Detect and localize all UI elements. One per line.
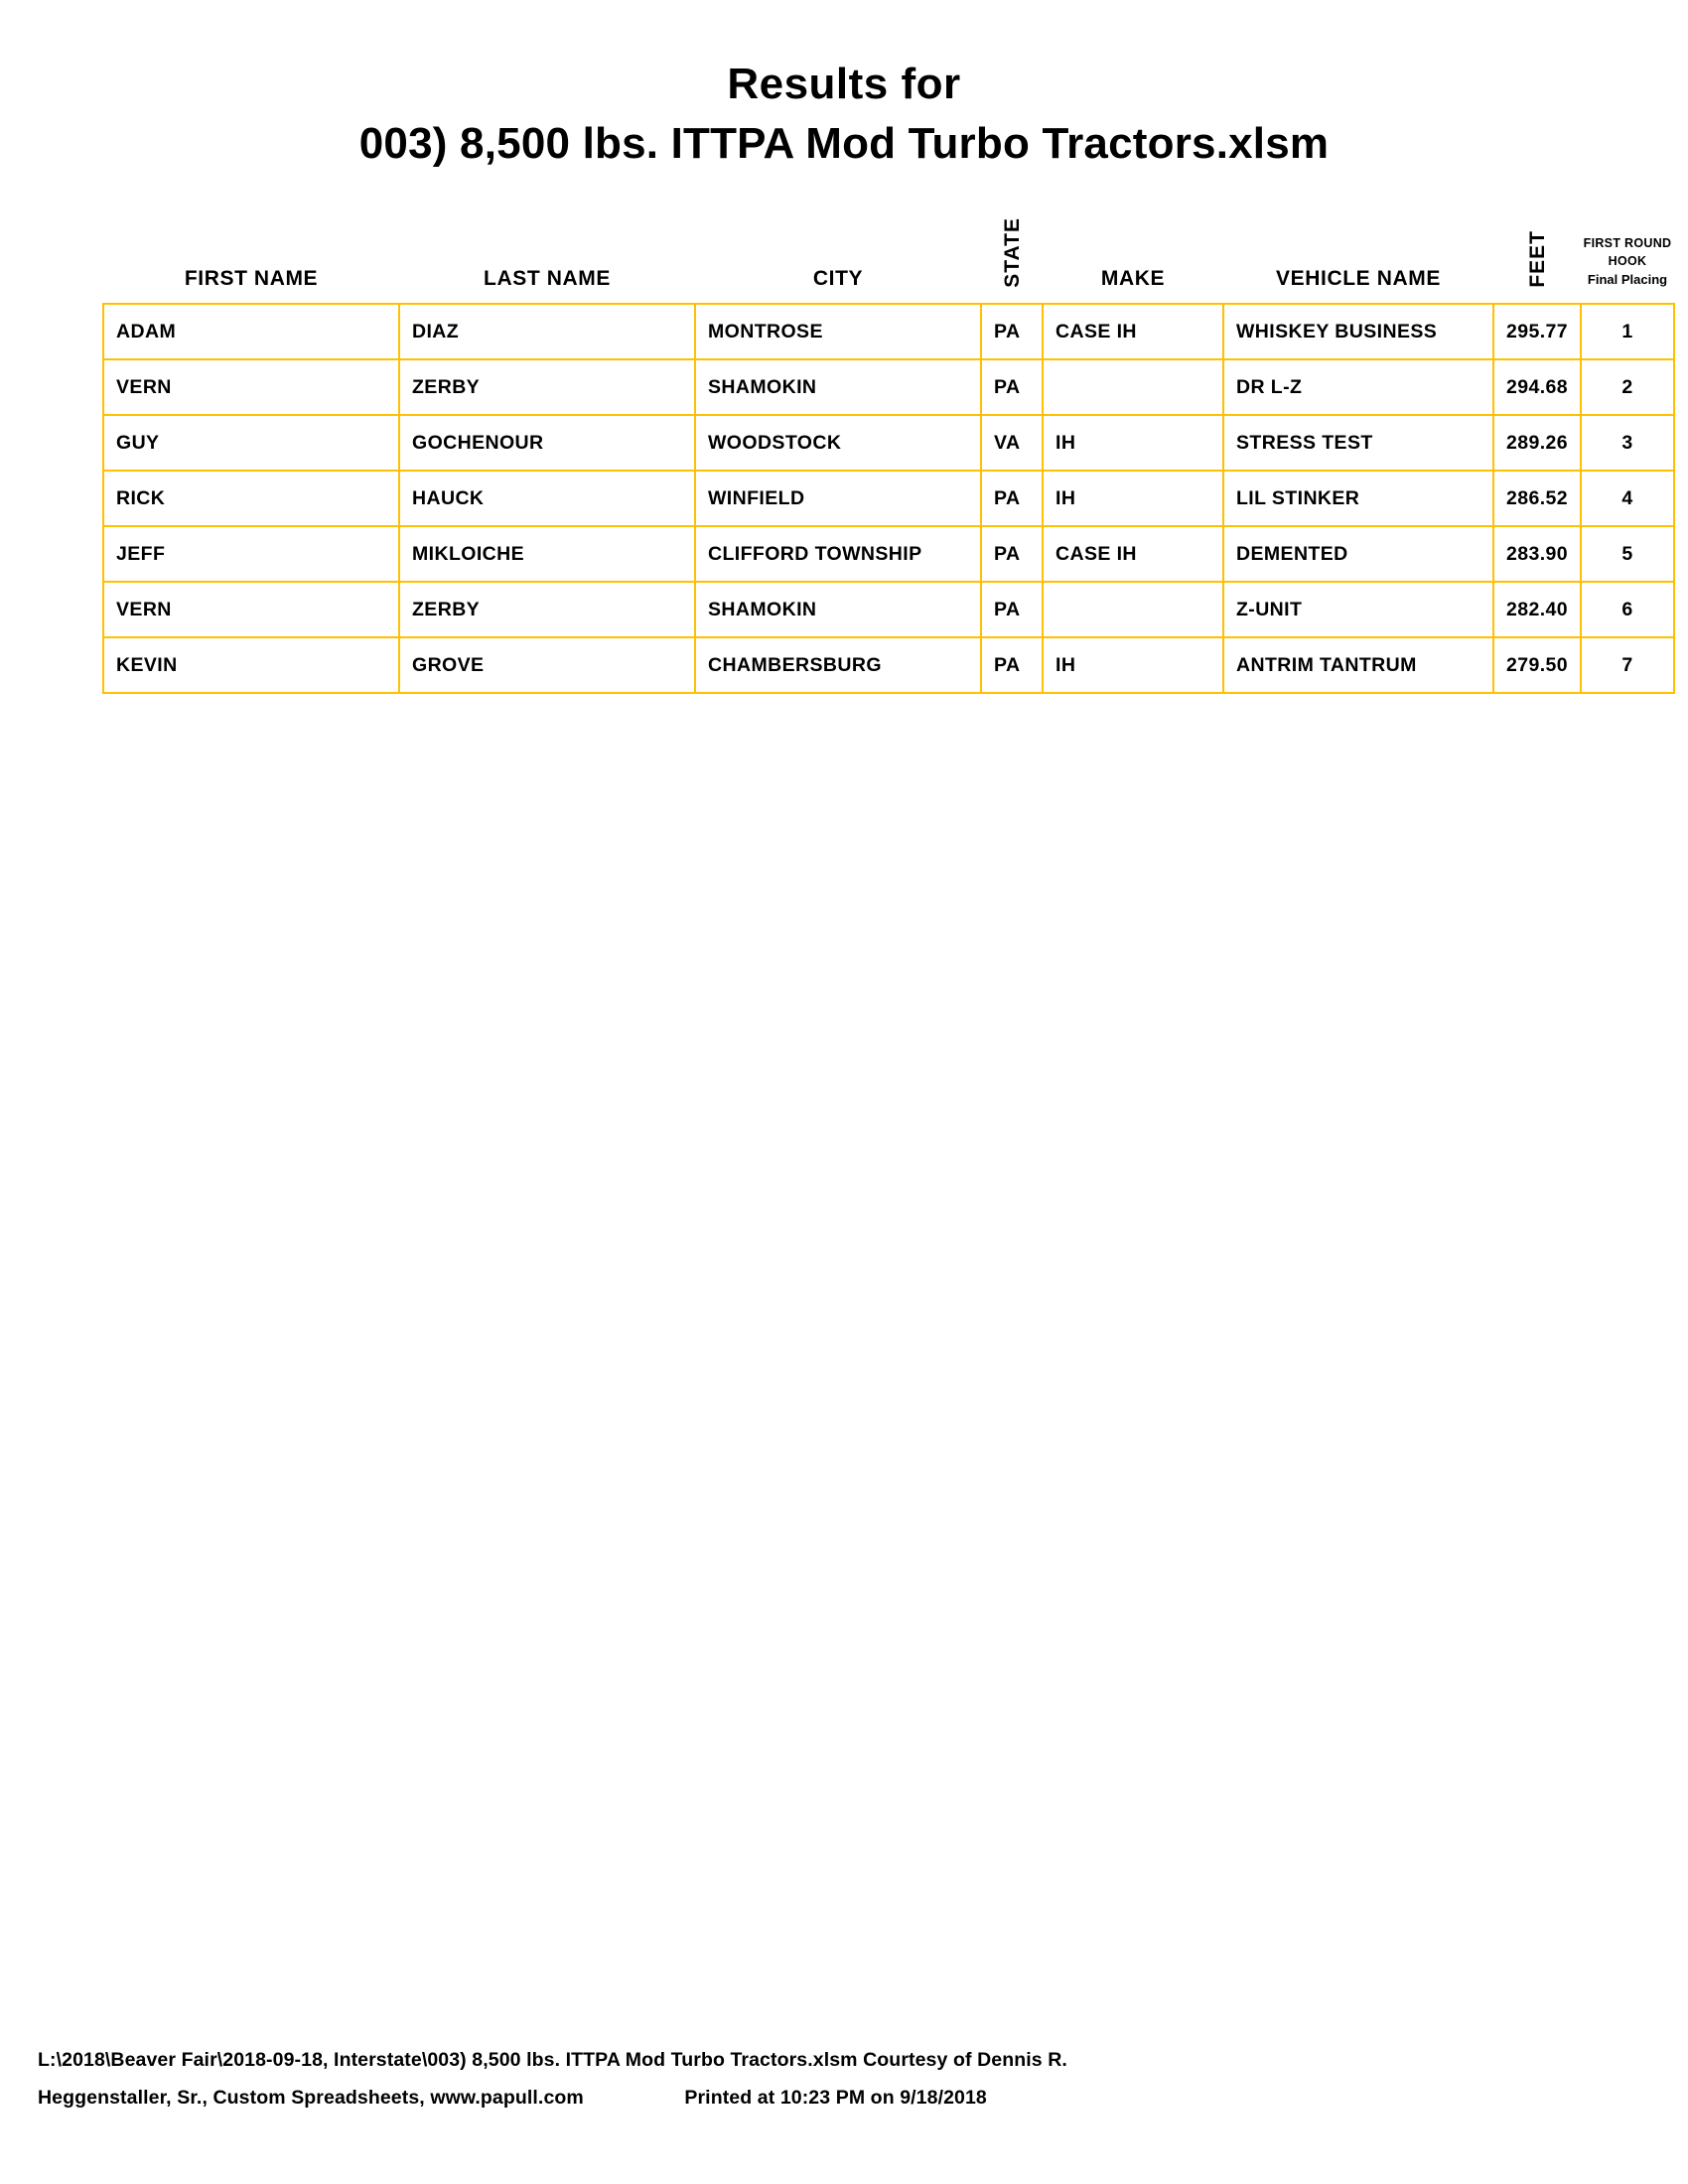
table-row xyxy=(103,359,1674,415)
cell-make: IH xyxy=(1043,415,1223,471)
column-header-placing-line-1: FIRST ROUND xyxy=(1583,236,1672,251)
footer-credit-line xyxy=(38,2079,1626,2116)
cell-feet: 294.68 xyxy=(1493,359,1581,415)
cell-first-name: JEFF xyxy=(103,526,399,582)
cell-make: IH xyxy=(1043,471,1223,526)
table-header xyxy=(103,194,1674,304)
page-footer xyxy=(38,2041,1626,2116)
column-header-city: CITY xyxy=(812,267,864,291)
cell-first-name: VERN xyxy=(103,359,399,415)
column-header-state-label: STATE xyxy=(1000,216,1024,288)
table-row xyxy=(103,526,1674,582)
table-row xyxy=(103,637,1674,693)
cell-last-name: HAUCK xyxy=(399,471,695,526)
cell-last-name: GROVE xyxy=(399,637,695,693)
cell-first-name: VERN xyxy=(103,582,399,637)
cell-first-name: KEVIN xyxy=(103,637,399,693)
column-header-final-placing xyxy=(1581,194,1674,304)
cell-feet: 282.40 xyxy=(1493,582,1581,637)
cell-placing: 4 xyxy=(1581,471,1674,526)
column-header-feet-label: FEET xyxy=(1525,229,1549,288)
cell-make: IH xyxy=(1043,637,1223,693)
cell-vehicle-name: DR L-Z xyxy=(1223,359,1493,415)
cell-placing: 2 xyxy=(1581,359,1674,415)
cell-feet: 289.26 xyxy=(1493,415,1581,471)
cell-first-name: RICK xyxy=(103,471,399,526)
cell-state: PA xyxy=(981,471,1043,526)
cell-city: CHAMBERSBURG xyxy=(695,637,981,693)
column-header-placing-line-2: HOOK xyxy=(1608,254,1647,269)
cell-state: PA xyxy=(981,637,1043,693)
cell-state: VA xyxy=(981,415,1043,471)
page-title-line-2: 003) 8,500 lbs. ITTPA Mod Turbo Tractors.xlsm xyxy=(358,118,1330,168)
cell-state: PA xyxy=(981,582,1043,637)
table-row xyxy=(103,304,1674,359)
cell-vehicle-name: LIL STINKER xyxy=(1223,471,1493,526)
footer-credit-text: Heggenstaller, Sr., Custom Spreadsheets, www.papull.com xyxy=(38,2086,584,2109)
cell-placing: 3 xyxy=(1581,415,1674,471)
cell-make xyxy=(1043,582,1223,637)
cell-city: CLIFFORD TOWNSHIP xyxy=(695,526,981,582)
table-row xyxy=(103,471,1674,526)
column-header-feet xyxy=(1493,194,1581,304)
cell-placing: 7 xyxy=(1581,637,1674,693)
cell-make: CASE IH xyxy=(1043,304,1223,359)
cell-last-name: ZERBY xyxy=(399,582,695,637)
page-title-line-1: Results for xyxy=(727,60,961,108)
cell-placing: 6 xyxy=(1581,582,1674,637)
cell-first-name: ADAM xyxy=(103,304,399,359)
cell-city: WINFIELD xyxy=(695,471,981,526)
cell-state: PA xyxy=(981,526,1043,582)
cell-city: MONTROSE xyxy=(695,304,981,359)
cell-placing: 1 xyxy=(1581,304,1674,359)
cell-feet: 279.50 xyxy=(1493,637,1581,693)
cell-state: PA xyxy=(981,359,1043,415)
cell-feet: 283.90 xyxy=(1493,526,1581,582)
cell-feet: 286.52 xyxy=(1493,471,1581,526)
cell-city: SHAMOKIN xyxy=(695,582,981,637)
cell-last-name: GOCHENOUR xyxy=(399,415,695,471)
cell-make: CASE IH xyxy=(1043,526,1223,582)
column-header-vehicle-name: VEHICLE NAME xyxy=(1276,267,1441,291)
footer-printed-timestamp: Printed at 10:23 PM on 9/18/2018 xyxy=(684,2086,987,2109)
cell-state: PA xyxy=(981,304,1043,359)
cell-placing: 5 xyxy=(1581,526,1674,582)
cell-vehicle-name: DEMENTED xyxy=(1223,526,1493,582)
cell-vehicle-name: Z-UNIT xyxy=(1223,582,1493,637)
cell-first-name: GUY xyxy=(103,415,399,471)
cell-last-name: MIKLOICHE xyxy=(399,526,695,582)
results-table xyxy=(102,194,1675,694)
cell-vehicle-name: ANTRIM TANTRUM xyxy=(1223,637,1493,693)
table-body xyxy=(103,304,1674,693)
footer-file-path: L:\2018\Beaver Fair\2018-09-18, Interstate\003) 8,500 lbs. ITTPA Mod Turbo Tractors.xlsm Courtesy of Dennis R. xyxy=(38,2048,1067,2071)
cell-city: WOODSTOCK xyxy=(695,415,981,471)
table-row xyxy=(103,415,1674,471)
document-title-block xyxy=(0,0,1688,170)
column-header-placing-line-3: Final Placing xyxy=(1587,271,1668,287)
column-header-state xyxy=(981,194,1043,304)
table-row xyxy=(103,582,1674,637)
cell-vehicle-name: WHISKEY BUSINESS xyxy=(1223,304,1493,359)
cell-make xyxy=(1043,359,1223,415)
cell-last-name: DIAZ xyxy=(399,304,695,359)
cell-city: SHAMOKIN xyxy=(695,359,981,415)
cell-last-name: ZERBY xyxy=(399,359,695,415)
results-table-container xyxy=(65,194,1672,694)
column-header-make: MAKE xyxy=(1100,267,1166,291)
table-header-row xyxy=(103,194,1674,304)
column-header-first-name: FIRST NAME xyxy=(184,267,319,291)
column-header-last-name: LAST NAME xyxy=(484,267,611,291)
cell-feet: 295.77 xyxy=(1493,304,1581,359)
cell-vehicle-name: STRESS TEST xyxy=(1223,415,1493,471)
